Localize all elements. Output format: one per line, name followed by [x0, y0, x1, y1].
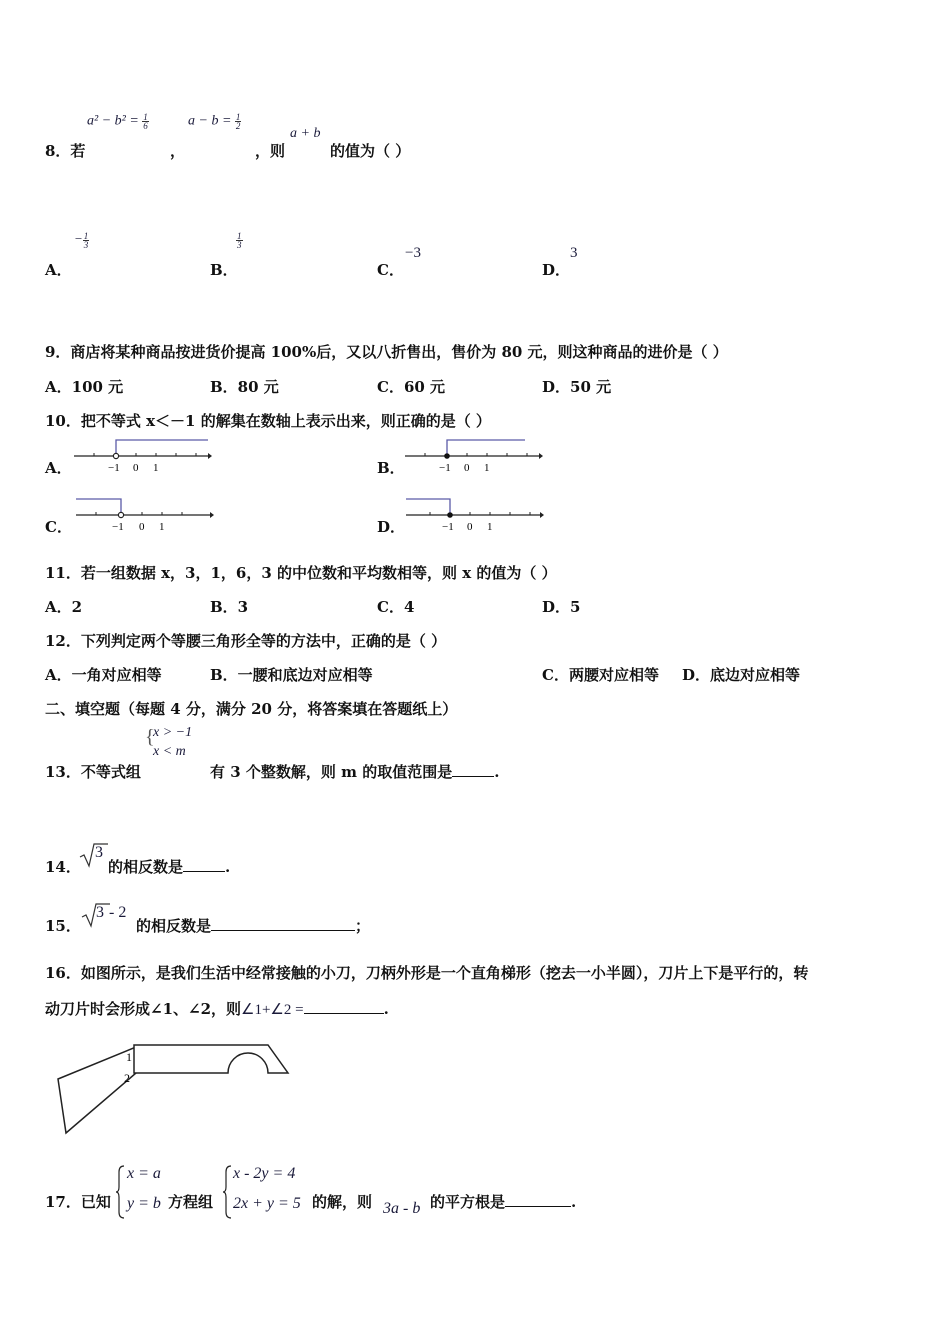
q17-mid: 方程组 [168, 1193, 214, 1211]
q16-expr: ∠1+∠2 = [241, 1002, 304, 1018]
q10-d-tick-0: 0 [467, 521, 473, 533]
q8-then: ，则 [255, 142, 286, 160]
q14-number: 14． [45, 858, 81, 876]
q13-number: 13．不等式组 [45, 763, 141, 781]
q10-option-c: C． [45, 518, 72, 536]
q10-a-tick-0: 0 [133, 462, 139, 474]
q15-number: 15． [45, 917, 81, 935]
q8-option-c-value: −3 [405, 245, 421, 261]
q10-d-tick-1: 1 [487, 521, 493, 533]
q10-c-tick-0: 0 [139, 521, 145, 533]
q17-number: 17．已知 [45, 1193, 111, 1211]
q10-c-tick-1: 1 [159, 521, 165, 533]
q9-option-a: A．100 元 [45, 378, 124, 396]
q12-option-a: A．一角对应相等 [45, 666, 162, 684]
q15-radicand: 3 [96, 904, 104, 921]
q16-angle1-label: 1 [126, 1050, 132, 1064]
q10-numberline-c [74, 495, 214, 535]
q17-sys2-line2: 2x + y = 5 [233, 1195, 301, 1212]
q10-b-tick-neg1: −1 [439, 462, 451, 474]
q17-brace1 [115, 1165, 125, 1219]
q17-sys2-line1: x - 2y = 4 [233, 1165, 296, 1182]
q13-line2: x < m [153, 744, 186, 759]
q10-c-tick-neg1: −1 [112, 521, 124, 533]
q15-tail: 的相反数是 ； [136, 917, 371, 935]
q8-expr: a + b [290, 126, 321, 141]
q14-tail: 的相反数是 . [108, 858, 231, 876]
q8-tail: 的值为（ ） [330, 142, 411, 160]
q8-option-b-value: $\frac{1}{3}$ [237, 230, 242, 250]
q8-eq2-fraction: $\frac{1}{2}$ [235, 112, 241, 131]
q15-minus: - 2 [109, 904, 127, 921]
q9-option-b: B．80 元 [210, 378, 279, 396]
q14-answer-blank[interactable] [183, 857, 225, 872]
q11-text: 11．若一组数据 x，3，1，6，3 的中位数和平均数相等，则 x 的值为（ ） [45, 564, 557, 582]
q8-option-a-value: − $\frac{1}{3}$ [74, 230, 89, 250]
q13-brace: { [145, 726, 155, 748]
q9-option-d: D．50 元 [542, 378, 612, 396]
q16-line2: 动刀片时会形成∠1、∠2，则∠1+∠2 = . [45, 1000, 389, 1018]
q12-option-d: D．底边对应相等 [682, 666, 801, 684]
q8-eq1: a² − b² = $\frac{1}{6}$ [87, 112, 148, 131]
q17-answer-blank[interactable] [505, 1192, 571, 1207]
q15-answer-blank[interactable] [211, 916, 355, 931]
q17-sys1-line2: y = b [127, 1195, 161, 1212]
q11-option-d: D．5 [542, 598, 581, 616]
q10-a-tick-1: 1 [153, 462, 159, 474]
q11-option-a: A．2 [45, 598, 83, 616]
q16-line1: 16．如图所示，是我们生活中经常接触的小刀，刀柄外形是一个直角梯形（挖去一小半圆），刀片上下是平行的，转 [45, 964, 809, 982]
section2-title: 二、填空题（每题 4 分，满分 20 分，将答案填在答题纸上） [45, 700, 458, 718]
q10-option-d: D． [377, 518, 406, 536]
q10-a-tick-neg1: −1 [108, 462, 120, 474]
q9-option-c: C．60 元 [377, 378, 446, 396]
q8-eq1-fraction: $\frac{1}{6}$ [143, 112, 148, 131]
q10-option-a: A． [45, 459, 72, 477]
q10-text: 10．把不等式 x＜－1 的解集在数轴上表示出来，则正确的是（ ） [45, 412, 491, 430]
q9-text: 9．商店将某种商品按进货价提高 100%后，又以八折售出，售价为 80 元，则这种商品的进价是（ ） [45, 343, 728, 361]
q8-comma: ， [170, 142, 186, 160]
q16-angle2-label: 2 [124, 1071, 130, 1085]
q10-numberline-a [72, 436, 212, 476]
q17-mid2: 的解，则 [312, 1193, 373, 1211]
q11-option-b: B．3 [210, 598, 249, 616]
q16-knife-figure [56, 1037, 296, 1137]
q8-eq2: a − b = $\frac{1}{2}$ [188, 112, 241, 131]
q13-answer-blank[interactable] [452, 762, 494, 777]
q15-sqrt-sign [80, 902, 110, 928]
q17-brace2 [222, 1165, 232, 1219]
q17-expr: 3a - b [383, 1200, 421, 1217]
q13-line1: x > −1 [153, 725, 193, 740]
q16-answer-blank[interactable] [304, 999, 384, 1014]
q14-radicand: 3 [95, 844, 103, 861]
q8-number: 8．若 [45, 142, 86, 160]
q13-tail: 有 3 个整数解，则 m 的取值范围是 . [210, 763, 500, 781]
q10-b-tick-1: 1 [484, 462, 490, 474]
q17-sys1-line1: x = a [127, 1165, 161, 1182]
q8-option-c-letter: C． [377, 261, 404, 279]
q14-sqrt-sign [78, 842, 108, 868]
q12-option-b: B．一腰和底边对应相等 [210, 666, 373, 684]
q8-option-b-letter: B． [210, 261, 238, 279]
q12-text: 12．下列判定两个等腰三角形全等的方法中，正确的是（ ） [45, 632, 447, 650]
q8-option-a-letter: A． [45, 261, 72, 279]
q11-option-c: C．4 [377, 598, 415, 616]
q10-numberline-b [403, 436, 543, 476]
q10-numberline-d [404, 495, 544, 535]
q8-option-d-letter: D． [542, 261, 571, 279]
q17-tail: 的平方根是 . [430, 1193, 577, 1211]
q12-option-c: C．两腰对应相等 [542, 666, 659, 684]
q10-b-tick-0: 0 [464, 462, 470, 474]
q10-d-tick-neg1: −1 [442, 521, 454, 533]
q8-option-d-value: 3 [570, 245, 578, 261]
q10-option-b: B． [377, 459, 405, 477]
